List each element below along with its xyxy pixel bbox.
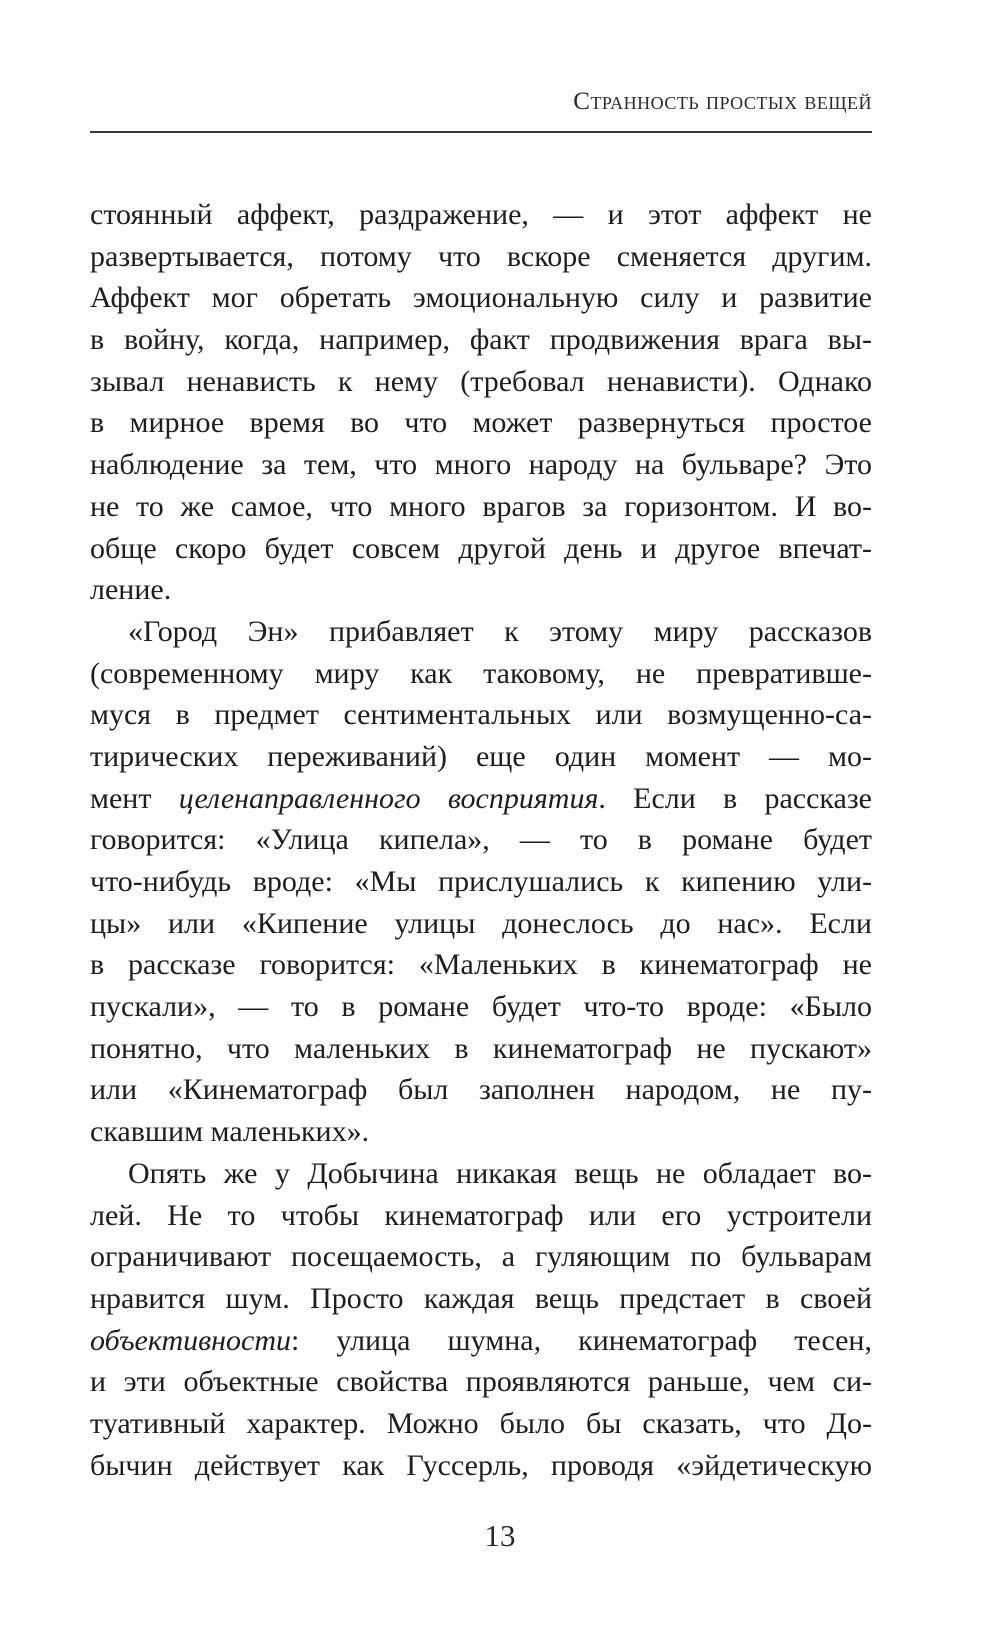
- text-line: туативный характер. Можно было бы сказать, что До-: [90, 1406, 872, 1440]
- text-line: ограничивают посещаемость, а гуляющим по бульварам: [90, 1240, 872, 1274]
- text-line: и эти объектные свойства проявляются раньше, чем си-: [90, 1365, 872, 1399]
- text-line: не то же самое, что много врагов за горизонтом. И во-: [90, 489, 872, 523]
- running-head: Странность простых вещей: [573, 88, 872, 115]
- text-line: стоянный аффект, раздражение, — и этот аффект не: [90, 198, 872, 231]
- text-line: что-нибудь вроде: «Мы прислушались к кипению ули-: [90, 865, 872, 898]
- page-number: 13: [484, 1518, 516, 1553]
- text-line: наблюдение за тем, что много народу на бульваре? Это: [90, 448, 872, 482]
- text-line: Опять же у Добычина никакая вещь не обладает во-: [128, 1156, 872, 1190]
- text-line: нравится шум. Просто каждая вещь предстает в своей: [90, 1281, 872, 1315]
- text-line: или «Кинематограф был заполнен народом, не пу-: [90, 1073, 872, 1107]
- text-line: (современному миру как таковому, не превративше-: [90, 656, 872, 690]
- text-line: бычин действует как Гуссерль, проводя «эйдетическую: [90, 1448, 872, 1482]
- text-line: зывал ненависть к нему (требовал ненависти). Однако: [90, 364, 872, 398]
- text-line: обще скоро будет совсем другой день и другое впечат-: [90, 531, 872, 565]
- italic-term: целенаправленного восприятия: [178, 781, 599, 815]
- text-line: в рассказе говорится: «Маленьких в кинематограф не: [90, 948, 872, 982]
- text-run: . Если в рассказе: [598, 781, 872, 815]
- text-line: скавшим маленьких».: [90, 1115, 370, 1149]
- header-rule: [90, 131, 872, 133]
- text-line: развертывается, потому что вскоре сменяется другим.: [90, 239, 872, 273]
- text-line: в мирное время во что может развернуться простое: [90, 406, 872, 440]
- text-line: ление.: [90, 573, 172, 607]
- text-line: пускали», — то в романе будет что-то вроде: «Было: [90, 990, 872, 1024]
- body-text: [90, 194, 872, 1486]
- text-line: [90, 1320, 872, 1362]
- text-line: [90, 778, 872, 820]
- text-line: цы» или «Кипение улицы донеслось до нас». Если: [90, 906, 872, 940]
- text-line: муся в предмет сентиментальных или возмущенно-са-: [90, 698, 872, 732]
- text-line: лей. Не то чтобы кинематограф или его устроители: [90, 1198, 872, 1232]
- text-line: понятно, что маленьких в кинематограф не пускают»: [90, 1031, 872, 1065]
- italic-term: объективности: [90, 1323, 292, 1357]
- text-line: говорится: «Улица кипела», — то в романе будет: [90, 823, 872, 857]
- text-run: мент: [90, 781, 179, 815]
- text-line: тирических переживаний) еще один момент — мо-: [90, 739, 872, 773]
- text-run: : улица шумна, кинематограф тесен,: [291, 1323, 872, 1357]
- text-line: Аффект мог обретать эмоциональную силу и развитие: [90, 281, 872, 315]
- text-line: в войну, когда, например, факт продвижения врага вы-: [90, 323, 872, 357]
- text-line: «Город Эн» прибавляет к этому миру рассказов: [128, 614, 872, 648]
